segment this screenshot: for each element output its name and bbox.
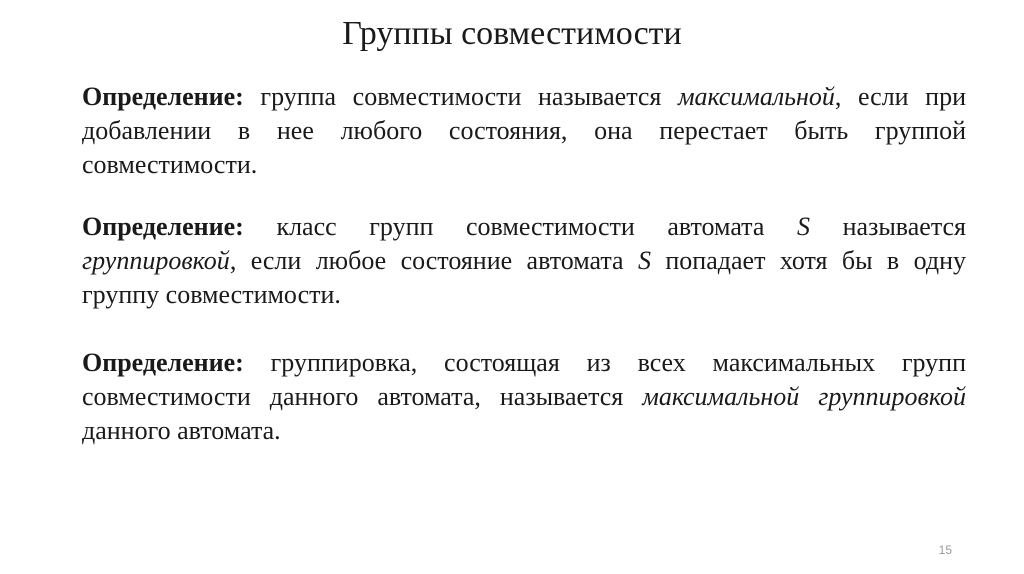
automaton-symbol: S	[638, 246, 651, 275]
definition-max-compatibility-group	[82, 80, 966, 182]
definition-term: группировкой	[82, 246, 230, 275]
definition-grouping	[82, 210, 966, 312]
definition-text: попадает хотя бы в одну группу совместимости.	[82, 246, 966, 309]
definition-text: класс групп совместимости автомата	[243, 212, 798, 241]
definition-text: данного автомата.	[82, 416, 281, 445]
definition-text: , если при добавлении в нее любого состояния, она перестает быть группой совместимости.	[82, 82, 966, 179]
definition-term: максимальной группировкой	[642, 382, 966, 411]
definition-text: , если любое состояние автомата	[229, 246, 638, 275]
automaton-symbol: S	[797, 212, 811, 241]
definition-label: Определение:	[82, 82, 244, 111]
definition-text: называется	[810, 212, 966, 241]
definition-term: максимальной	[677, 82, 835, 111]
definition-label: Определение:	[82, 348, 244, 377]
slide-title: Группы совместимости	[342, 15, 682, 52]
definition-text: группировка, состоящая из всех максимальных групп совместимости данного автомата, называется	[82, 348, 966, 411]
definition-max-grouping	[82, 346, 966, 448]
page-number: 15	[938, 543, 952, 557]
definition-text: группа совместимости называется	[243, 82, 678, 111]
definition-label: Определение:	[82, 212, 244, 241]
